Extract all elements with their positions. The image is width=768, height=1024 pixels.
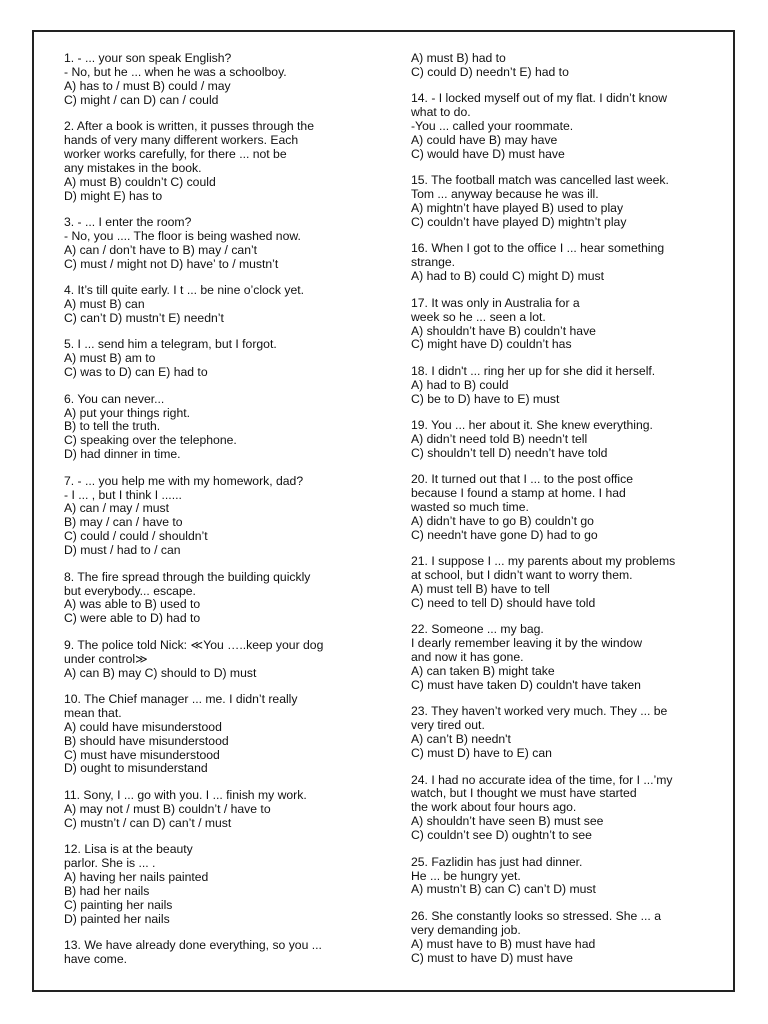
question-line: C) speaking over the telephone.	[64, 433, 237, 448]
question-line: A) can’t B) needn't	[411, 732, 511, 747]
question-line: A) didn’t have to go B) couldn’t go	[411, 513, 594, 528]
question-line: wasted so much time.	[411, 500, 529, 515]
question-line: A) must B) am to	[64, 351, 156, 366]
question-line: have come.	[64, 951, 128, 966]
question-line: A) can / don’t have to B) may / can’t	[64, 242, 258, 257]
question-line: 17. It was only in Australia for a	[411, 295, 580, 310]
question-block	[411, 419, 741, 461]
question-line: C) would have D) must have	[411, 146, 565, 161]
question-line: C) might / can D) can / could	[64, 92, 219, 107]
question-line: D) might E) has to	[64, 188, 163, 203]
question-line: B) had her nails	[64, 883, 150, 898]
question-block	[64, 939, 394, 967]
question-block	[64, 843, 394, 926]
question-block	[64, 284, 394, 326]
question-line: 21. I suppose I ... my parents about my problems	[411, 554, 676, 569]
question-line: D) painted her nails	[64, 911, 170, 926]
question-line: C) can’t D) mustn’t E) needn’t	[64, 311, 224, 325]
question-line: C) must have misunderstood	[64, 747, 220, 762]
question-line: C) were able to D) had to	[64, 611, 201, 626]
question-line: B) may / can / have to	[64, 515, 183, 530]
left-column	[64, 52, 394, 979]
question-line: hands of very many different workers. Each	[64, 133, 299, 148]
question-line: A) mightn’t have played B) used to play	[411, 201, 624, 216]
question-block	[64, 338, 394, 380]
question-line: and now it has gone.	[411, 650, 524, 665]
question-line: C) must to have D) must have	[411, 950, 573, 965]
question-line: A) can B) may C) should to D) must	[64, 665, 257, 680]
question-line: mean that.	[64, 705, 122, 720]
question-line: A) didn’t need told B) needn’t tell	[411, 431, 588, 446]
question-line: A) must B) couldn’t C) could	[64, 174, 216, 189]
question-block	[411, 297, 741, 353]
question-line: A) must tell B) have to tell	[411, 582, 550, 597]
question-block	[411, 52, 741, 80]
question-line: 24. I had no accurate idea of the time, for I ...’my	[411, 772, 673, 787]
question-block	[411, 910, 741, 966]
question-line: 19. You ... her about it. She knew everything.	[411, 418, 653, 433]
question-line: A) can taken B) might take	[411, 664, 555, 679]
question-line: parlor. She is ... .	[64, 856, 156, 870]
question-line: A) was able to B) used to	[64, 597, 201, 612]
question-block	[411, 856, 741, 898]
question-line: A) mustn’t B) can C) can’t D) must	[411, 882, 596, 897]
question-block	[64, 52, 394, 108]
question-block	[64, 120, 394, 203]
question-line: I dearly remember leaving it by the window	[411, 636, 642, 651]
question-line: C) might have D) couldn’t has	[411, 337, 572, 352]
question-block	[411, 555, 741, 611]
question-line: A) having her nails painted	[64, 869, 209, 884]
question-line: 16. When I got to the office I ... hear something	[411, 241, 665, 256]
question-line: C) couldn’t see D) oughtn’t to see	[411, 828, 592, 843]
question-line: 3. - ... I enter the room?	[64, 215, 192, 230]
question-line: A) could have B) may have	[411, 133, 558, 148]
question-line: A) put your things right.	[64, 405, 190, 420]
question-block	[411, 473, 741, 543]
question-line: what to do.	[411, 105, 471, 120]
question-line: D) ought to misunderstand	[64, 761, 208, 776]
question-line: B) should have misunderstood	[64, 733, 229, 748]
question-line: C) mustn’t / can D) can’t / must	[64, 815, 232, 830]
question-line: C) couldn’t have played D) mightn’t play	[411, 215, 627, 230]
question-line: A) shouldn’t have seen B) must see	[411, 814, 604, 829]
question-line: 6. You can never...	[64, 391, 165, 406]
question-line: A) must B) can	[64, 297, 145, 312]
question-line: A) must B) had to	[411, 51, 506, 65]
question-line: 13. We have already done everything, so you ...	[64, 938, 322, 953]
question-line: 8. The fire spread through the building quickly	[64, 569, 311, 584]
question-line: 2. After a book is written, it pusses through the	[64, 119, 314, 134]
question-line: - I ... , but I think I ......	[64, 487, 182, 502]
question-block	[411, 705, 741, 761]
question-line: strange.	[411, 255, 456, 270]
question-line: C) shouldn’t tell D) needn’t have told	[411, 445, 608, 460]
question-line: D) must / had to / can	[64, 543, 181, 558]
question-line: 10. The Chief manager ... me. I didn’t really	[64, 691, 298, 706]
question-line: He ... be hungry yet.	[411, 868, 521, 883]
question-line: at school, but I didn’t want to worry them.	[411, 568, 633, 583]
question-line: A) had to B) could C) might D) must	[411, 269, 605, 284]
question-line: the work about four hours ago.	[411, 800, 577, 815]
question-line: 23. They haven’t worked very much. They ... be	[411, 704, 668, 719]
question-line: C) must / might not D) have’ to / mustn’t	[64, 256, 279, 271]
question-block	[64, 789, 394, 831]
question-line: but everybody... escape.	[64, 583, 196, 598]
question-line: 22. Someone ... my bag.	[411, 622, 544, 637]
question-line: very demanding job.	[411, 922, 521, 937]
question-line: any mistakes in the book.	[64, 160, 202, 175]
question-line: A) shouldn’t have B) couldn’t have	[411, 323, 596, 338]
question-line: 20. It turned out that I ... to the post office	[411, 472, 633, 487]
question-line: - No, you .... The floor is being washed now.	[64, 228, 301, 243]
question-line: A) must have to B) must have had	[411, 936, 596, 951]
question-line: 11. Sony, I ... go with you. I ... finish my work.	[64, 787, 307, 802]
question-line: 12. Lisa is at the beauty	[64, 842, 193, 857]
question-line: A) can / may / must	[64, 501, 169, 516]
question-block	[64, 571, 394, 627]
question-line: A) may not / must B) couldn’t / have to	[64, 801, 271, 816]
question-block	[411, 92, 741, 162]
question-line: 7. - ... you help me with my homework, dad?	[64, 473, 304, 488]
question-line: watch, but I thought we must have started	[411, 786, 637, 801]
question-block	[411, 365, 741, 407]
question-line: C) could D) needn’t E) had to	[411, 64, 569, 79]
question-line: B) to tell the truth.	[64, 419, 161, 434]
question-line: - No, but he ... when he was a schoolboy.	[64, 64, 287, 79]
question-line: C) could / could / shouldn’t	[64, 529, 208, 544]
question-line: D) had dinner in time.	[64, 447, 181, 462]
question-block	[411, 242, 741, 284]
question-line: C) be to D) have to E) must	[411, 391, 560, 406]
question-line: A) has to / must B) could / may	[64, 78, 231, 93]
question-block	[411, 174, 741, 230]
question-line: A) had to B) could	[411, 377, 509, 392]
question-block	[64, 475, 394, 558]
question-line: -You ... called your roommate.	[411, 119, 574, 134]
question-line: 5. I ... send him a telegram, but I forgot.	[64, 337, 277, 352]
question-line: C) was to D) can E) had to	[64, 365, 208, 380]
question-line: very tired out.	[411, 718, 485, 733]
question-line: 9. The police told Nick: ≪You …..keep your dog	[64, 637, 324, 652]
question-line: 18. I didn't ... ring her up for she did it herself.	[411, 363, 656, 378]
question-line: C) painting her nails	[64, 897, 173, 912]
question-line: C) need to tell D) should have told	[411, 596, 596, 610]
question-block	[64, 393, 394, 463]
question-line: 26. She constantly looks so stressed. She ... a	[411, 908, 661, 923]
question-block	[411, 774, 741, 844]
question-block	[64, 216, 394, 272]
question-line: C) needn't have gone D) had to go	[411, 527, 598, 542]
question-line: because I found a stamp at home. I had	[411, 486, 626, 501]
question-line: 25. Fazlidin has just had dinner.	[411, 854, 583, 869]
question-line: C) must D) have to E) can	[411, 746, 552, 761]
question-line: week so he ... seen a lot.	[411, 309, 546, 324]
question-line: A) could have misunderstood	[64, 719, 222, 734]
question-line: C) must have taken D) couldn't have taken	[411, 678, 641, 693]
question-line: 15. The football match was cancelled last week.	[411, 173, 669, 188]
question-line: 1. - ... your son speak English?	[64, 51, 232, 65]
question-line: 4. It’s till quite early. I t ... be nine o’clock yet.	[64, 283, 305, 298]
question-block	[64, 693, 394, 776]
question-line: under control≫	[64, 651, 148, 666]
question-line: 14. - I locked myself out of my flat. I didn’t know	[411, 91, 668, 106]
question-line: worker works carefully, for there ... not be	[64, 146, 287, 161]
question-block	[64, 639, 394, 681]
question-line: Tom ... anyway because he was ill.	[411, 187, 599, 202]
question-block	[411, 623, 741, 693]
right-column	[411, 52, 741, 978]
